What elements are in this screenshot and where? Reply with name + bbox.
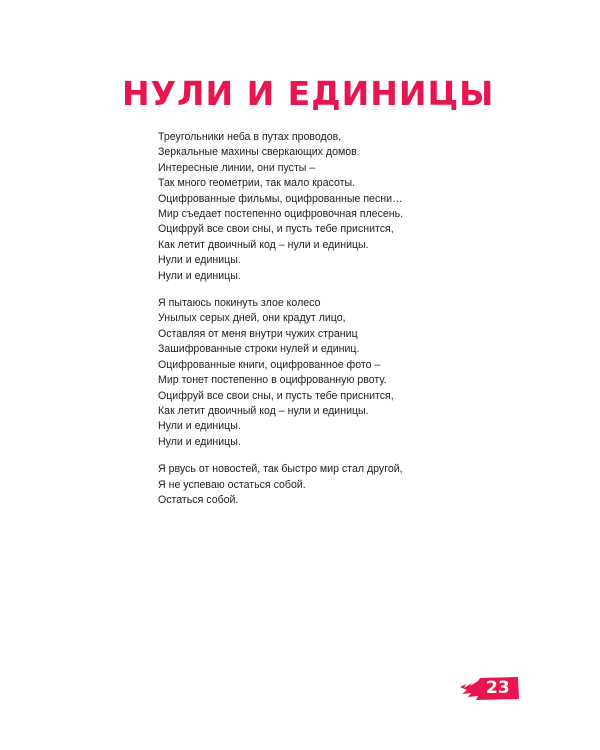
stanza-3	[158, 462, 458, 508]
poem-line: Остаться собой.	[158, 493, 239, 506]
page-number: 23	[486, 678, 510, 698]
poem-line: Мир съедает постепенно оцифровочная плесень.	[158, 208, 404, 221]
poem-line: Нули и единицы.	[158, 435, 241, 448]
poem-line: Зашифрованные строки нулей и единиц.	[158, 343, 360, 356]
poem-line: Нули и единицы.	[158, 254, 241, 267]
poem-line: Я рвусь от новостей, так быстро мир стал другой,	[158, 463, 403, 476]
poem-line: Так много геометрии, так мало красоты.	[158, 177, 356, 190]
poem-line: Зеркальные махины сверкающих домов.	[158, 146, 360, 159]
poem-body	[158, 130, 458, 520]
poem-line: Мир тонет постепенно в оцифрованную рвоту.	[158, 374, 387, 387]
poem-title: НУЛИ И ЕДИНИЦЫ	[122, 74, 495, 113]
poem-line: Оцифруй все свои сны, и пусть тебе приснится,	[158, 223, 394, 236]
poem-line: Оцифруй все свои сны, и пусть тебе приснится,	[158, 389, 394, 402]
poem-line: Интересные линии, они пусты –	[158, 161, 316, 174]
poem-line: Оцифрованные фильмы, оцифрованные песни…	[158, 192, 403, 205]
stanza-1	[158, 130, 458, 284]
poem-line: Нули и единицы.	[158, 420, 241, 433]
poem-line: Как летит двоичный код – нули и единицы.	[158, 238, 369, 251]
poem-line: Я пытаюсь покинуть злое колесо	[158, 297, 321, 310]
poem-line: Я не успеваю остаться собой.	[158, 478, 306, 491]
poem-line: Нули и единицы.	[158, 269, 241, 282]
poem-line: Как летит двоичный код – нули и единицы.	[158, 404, 369, 417]
poem-line: Треугольники неба в путах проводов,	[158, 131, 342, 143]
stanza-2	[158, 296, 458, 450]
poem-line: Унылых серых дней, они крадут лицо,	[158, 312, 346, 325]
poem-line: Оцифрованные книги, оцифрованное фото –	[158, 358, 381, 371]
page-number-badge	[460, 675, 520, 701]
poem-line: Оставляя от меня внутри чужих страниц	[158, 327, 358, 340]
